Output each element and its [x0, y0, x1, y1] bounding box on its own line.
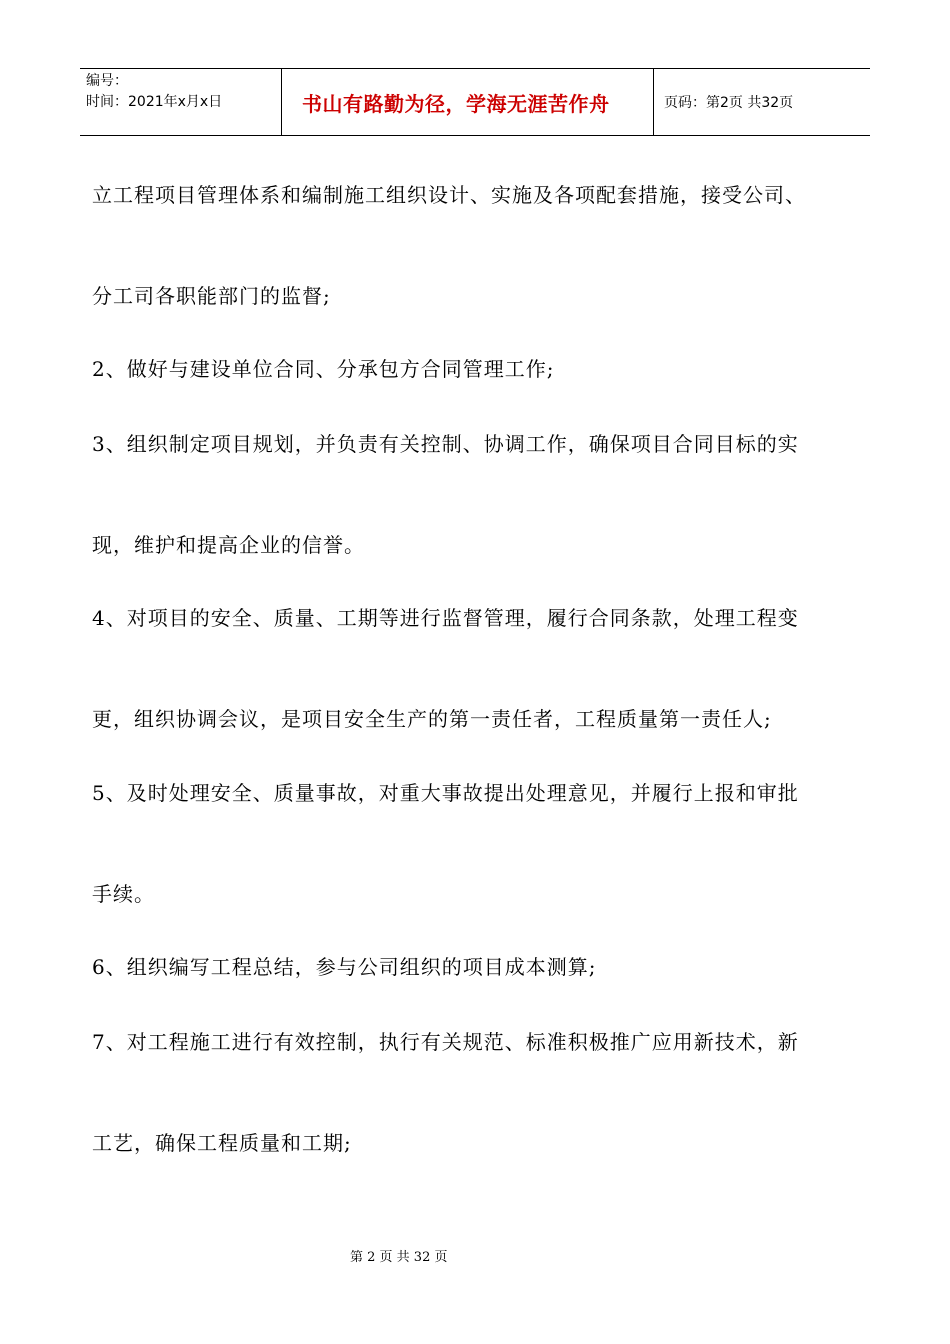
body-line: 分工司各职能部门的监督;: [92, 284, 331, 308]
page-header: [80, 68, 870, 136]
body-line: 立工程项目管理体系和编制施工组织设计、实施及各项配套措施，接受公司、: [92, 183, 806, 207]
header-motto-cell: [282, 69, 654, 135]
footer-page-number: 第 2 页 共 32 页: [350, 1250, 448, 1265]
number-label: 编号：: [86, 73, 128, 89]
header-meta: [80, 69, 282, 135]
date-label: 时间：2021年x月x日: [86, 94, 223, 110]
body-line: 现，维护和提高企业的信誉。: [92, 533, 365, 557]
page-footer: [0, 1246, 950, 1265]
motto-text: 书山有路勤为径，学海无涯苦作舟: [302, 91, 610, 116]
page-info-text: 页码：第2页 共32页: [664, 95, 794, 111]
body-line: 6、组织编写工程总结，参与公司组织的项目成本测算;: [92, 955, 597, 979]
body-line: 5、及时处理安全、质量事故，对重大事故提出处理意见，并履行上报和审批: [92, 781, 799, 805]
body-line: 手续。: [92, 882, 155, 906]
body-line: 7、对工程施工进行有效控制，执行有关规范、标准积极推广应用新技术，新: [92, 1030, 799, 1054]
body-line: 2、做好与建设单位合同、分承包方合同管理工作;: [92, 357, 555, 381]
body-line: 3、组织制定项目规划，并负责有关控制、协调工作，确保项目合同目标的实: [92, 432, 799, 456]
body-line: 4、对项目的安全、质量、工期等进行监督管理，履行合同条款，处理工程变: [92, 606, 799, 630]
header-page-info: [654, 69, 870, 135]
body-line: 工艺，确保工程质量和工期;: [92, 1131, 352, 1155]
body-line: 更，组织协调会议，是项目安全生产的第一责任者，工程质量第一责任人;: [92, 707, 772, 731]
